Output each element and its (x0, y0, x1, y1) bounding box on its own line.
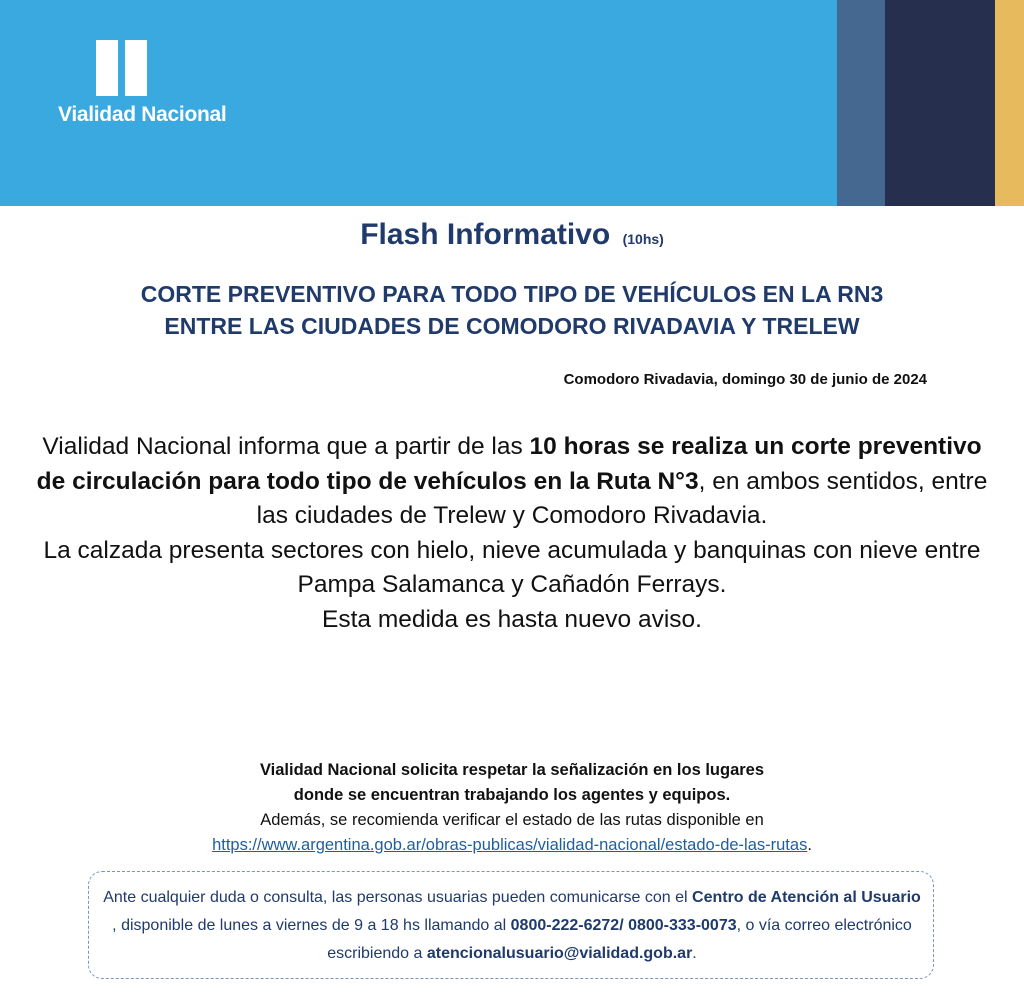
notice-section (60, 758, 964, 858)
contact-text-1: Ante cualquier duda o consulta, las personas usuarias pueden comunicarse con el (103, 889, 693, 906)
road-status-link[interactable]: https://www.argentina.gob.ar/obras-publicas/vialidad-nacional/estado-de-las-rutas (212, 836, 808, 854)
notice-bold-line-2: donde se encuentran trabajando los agentes y equipos. (293, 786, 731, 804)
headline-line-1: CORTE PREVENTIVO PARA TODO TIPO DE VEHÍCULOS EN LA RN3 (140, 281, 884, 307)
stripe-steel (837, 0, 885, 206)
link-suffix: . (807, 836, 812, 854)
title-main: Flash Informativo (360, 218, 611, 251)
notice-link-line (60, 833, 964, 858)
contact-email: atencionalusuario@vialidad.gob.ar (426, 945, 693, 962)
notice-bold-line-1: Vialidad Nacional solicita respetar la señalización en los lugares (259, 761, 765, 779)
stripe-gold (995, 0, 1024, 206)
contact-center-name: Centro de Atención al Usuario (692, 889, 921, 906)
contact-text-2: , disponible de lunes a viernes de 9 a 18 hs llamando al (112, 917, 511, 934)
announcement-paragraph-3: Esta medida es hasta nuevo aviso. (322, 605, 702, 633)
stripe-navy (885, 0, 995, 206)
announcement-paragraph-1 (30, 430, 994, 534)
contact-phone-numbers: 0800-222-6272/ 0800-333-0073 (510, 917, 737, 934)
announcement-paragraph-2: La calzada presenta sectores con hielo, nieve acumulada y banquinas con nieve entre Pampa Salamanca y Cañadón Ferrays. (43, 536, 981, 598)
contact-text-3: , o vía correo electrónico escribiendo a (327, 917, 912, 962)
header-banner (0, 0, 1024, 206)
p1-rest: , en ambos sentidos, entre las ciudades de Trelew y Comodoro Rivadavia. (256, 467, 988, 529)
contact-box (88, 871, 934, 979)
p1-bold: 10 horas se realiza un corte preventivo de circulación para todo tipo de vehículos en la Ruta N°3 (36, 433, 982, 495)
contact-text-4: . (692, 945, 697, 962)
title-time: (10hs) (622, 231, 664, 247)
brand-name: Vialidad Nacional (58, 103, 227, 126)
notice-plain-line: Además, se recomienda verificar el estado de las rutas disponible en (260, 811, 764, 829)
headline (40, 278, 984, 342)
page-title (0, 218, 1024, 252)
p1-intro: Vialidad Nacional informa que a partir de las (42, 433, 530, 460)
dateline: Comodoro Rivadavia, domingo 30 de junio de 2024 (563, 371, 927, 388)
announcement-body (30, 430, 994, 637)
logo-bar-left (96, 40, 118, 96)
logo-bar-right (125, 40, 147, 96)
contact-text (103, 884, 921, 968)
headline-line-2: ENTRE LAS CIUDADES DE COMODORO RIVADAVIA Y TRELEW (164, 313, 860, 339)
